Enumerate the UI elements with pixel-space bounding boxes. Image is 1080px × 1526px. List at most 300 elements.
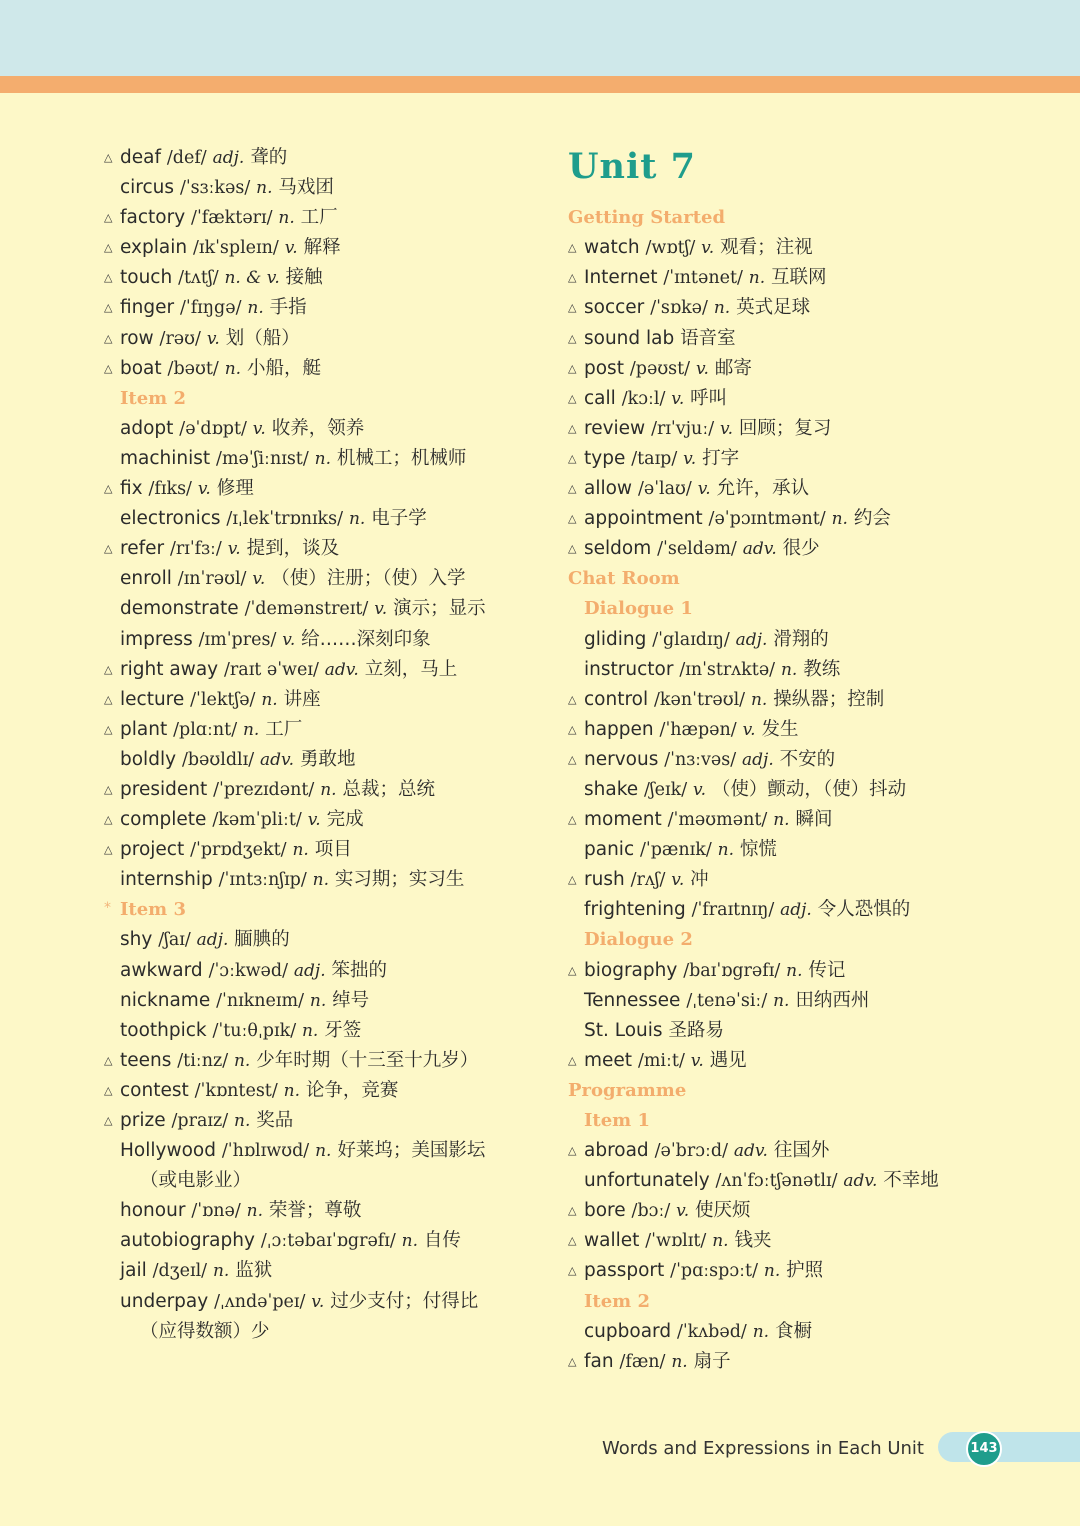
entry-headword: refer [120, 538, 165, 560]
entry-part-of-speech: n. & v. [224, 268, 280, 289]
entry-phonetic: /praɪz/ [171, 1111, 229, 1131]
item-heading [104, 895, 544, 925]
entry-part-of-speech: v. [671, 388, 685, 409]
entry-headword: Hollywood [120, 1140, 216, 1162]
entry-part-of-speech: v. [252, 418, 266, 439]
entry-headword: shy [120, 929, 153, 951]
entry-meaning: 小船，艇 [246, 357, 321, 379]
entry-part-of-speech: v. [227, 539, 241, 560]
vocab-entry [568, 655, 1048, 685]
entry-headword: demonstrate [120, 598, 239, 620]
entry-meaning: 教练 [803, 658, 841, 680]
entry-part-of-speech: n. [786, 960, 803, 981]
entry-phonetic: /ɪmˈpres/ [198, 629, 277, 650]
vocab-entry [568, 986, 1048, 1016]
entry-headword: passport [584, 1260, 665, 1282]
vocab-entry [104, 805, 544, 835]
vocab-entry [568, 504, 1048, 534]
entry-part-of-speech: n. [301, 1020, 319, 1041]
entry-headword: fix [120, 478, 143, 500]
entry-meaning: 工厂 [300, 207, 338, 229]
entry-headword: unfortunately [584, 1170, 710, 1192]
entry-headword: machinist [120, 447, 211, 469]
entry-meaning: 牙签 [324, 1019, 362, 1041]
entry-meaning: 解释 [303, 237, 341, 259]
entry-headword: call [584, 387, 616, 409]
entry-phonetic: /ˈdemənstreɪt/ [244, 599, 369, 620]
entry-phonetic: /baɪˈɒgrəfɪ/ [683, 960, 781, 981]
vocab-entry [104, 685, 544, 715]
entry-meaning: 总裁；总统 [342, 778, 435, 800]
vocab-entry [104, 986, 544, 1016]
entry-meaning: 传记 [808, 959, 846, 981]
entry-headword: row [120, 327, 154, 349]
entry-part-of-speech: v. [307, 810, 321, 831]
triangle-marker-icon: △ [104, 241, 113, 255]
entry-meaning: 收养，领养 [271, 417, 365, 439]
entry-phonetic: /tʌtʃ/ [178, 268, 219, 289]
entry-meaning: 机械工；机械师 [336, 447, 467, 469]
triangle-marker-icon: △ [568, 873, 577, 887]
vocab-entry [568, 1016, 1048, 1046]
entry-meaning: 自传 [423, 1230, 461, 1252]
entry-meaning: 不幸地 [883, 1170, 939, 1192]
vocab-entry [104, 504, 544, 534]
entry-meaning: 提到，谈及 [246, 538, 340, 560]
entry-meaning: 往国外 [773, 1140, 830, 1162]
vocab-entry [104, 1226, 544, 1256]
entry-headword: underpay [120, 1290, 209, 1312]
entry-headword: biography [584, 959, 678, 981]
entry-meaning: 食橱 [774, 1320, 812, 1342]
entry-phonetic: /kənˈtrəʊl/ [654, 689, 746, 710]
entry-phonetic: /ˌʌndəˈpeɪ/ [214, 1291, 306, 1312]
entry-part-of-speech: v. [374, 599, 388, 620]
entry-meaning: 英式足球 [736, 297, 811, 319]
entry-headword: wallet [584, 1230, 640, 1252]
entry-part-of-speech: n. [256, 178, 273, 199]
vocab-entry [104, 1256, 544, 1286]
entry-headword: Tennessee [584, 989, 681, 1011]
entry-headword: adopt [120, 417, 174, 439]
entry-headword: shake [584, 778, 639, 800]
entry-phonetic: /ˌtenəˈsiː/ [686, 990, 768, 1011]
left-column [104, 143, 544, 1347]
entry-headword: fan [584, 1350, 614, 1372]
unit-title: Unit 7 [568, 146, 696, 187]
entry-meaning: 好莱坞；美国影坛 [337, 1140, 486, 1162]
entry-part-of-speech: n. [780, 659, 798, 680]
entry-phonetic: /ʌnˈfɔːtʃənətlɪ/ [715, 1171, 838, 1192]
entry-meaning: 项目 [314, 839, 352, 861]
entry-part-of-speech: n. [320, 779, 337, 800]
entry-part-of-speech: n. [773, 810, 790, 831]
entry-meaning: 讲座 [283, 688, 321, 710]
entry-part-of-speech: n. [713, 298, 731, 319]
entry-phonetic: /plɑːnt/ [173, 719, 238, 740]
entry-meaning: 圣路易 [668, 1019, 724, 1041]
entry-meaning: 过少支付；付得比 [330, 1290, 479, 1312]
entry-headword: contest [120, 1079, 189, 1101]
entry-meaning: 少年时期（十三至十九岁） [256, 1049, 479, 1071]
entry-part-of-speech: adj. [742, 749, 774, 770]
entry-meaning: 聋的 [250, 147, 288, 168]
triangle-marker-icon: △ [104, 151, 113, 164]
vocab-entry [568, 865, 1048, 895]
entry-phonetic: /kəmˈpliːt/ [212, 810, 302, 831]
vocab-entry [568, 775, 1048, 805]
vocab-entry [104, 263, 544, 293]
page-number-badge: 143 [966, 1431, 1002, 1467]
entry-meaning: 奖品 [256, 1110, 294, 1131]
entry-meaning: （使）注册；（使）入学 [271, 568, 466, 590]
entry-headword: jail [120, 1260, 147, 1282]
item-heading-label: Item 3 [120, 899, 187, 921]
entry-phonetic: /rɪˈfɜː/ [169, 539, 222, 560]
entry-meaning: 论争，竞赛 [305, 1079, 399, 1101]
triangle-marker-icon: △ [568, 512, 577, 526]
vocab-entry [568, 745, 1048, 775]
star-marker-icon: * [104, 900, 111, 917]
entry-meaning: 滑翔的 [773, 628, 829, 650]
vocab-entry [568, 233, 1048, 263]
vocab-entry [104, 293, 544, 323]
entry-meaning: 观看；注视 [720, 237, 813, 259]
entry-part-of-speech: v. [742, 719, 756, 740]
subsection-heading [568, 925, 1048, 955]
entry-meaning: 修理 [216, 478, 254, 500]
entry-headword: honour [120, 1200, 186, 1222]
entry-headword: toothpick [120, 1019, 207, 1041]
vocab-entry [104, 1287, 544, 1317]
vocab-entry [568, 835, 1048, 865]
triangle-marker-icon: △ [568, 542, 577, 556]
entry-part-of-speech: n. [212, 1261, 230, 1282]
entry-phonetic: /kɔːl/ [621, 388, 666, 409]
triangle-marker-icon: △ [568, 813, 577, 827]
vocab-entry [568, 444, 1048, 474]
triangle-marker-icon: △ [568, 1053, 577, 1067]
spacer-line [568, 143, 1048, 173]
entry-phonetic: /ˈɪntɜːnʃɪp/ [218, 870, 307, 891]
entry-meaning: 使厌烦 [695, 1200, 751, 1222]
entry-part-of-speech: v. [701, 238, 715, 259]
triangle-marker-icon: △ [104, 1083, 113, 1097]
entry-part-of-speech: n. [712, 1231, 729, 1252]
triangle-marker-icon: △ [104, 211, 113, 225]
entry-phonetic: /fɪks/ [148, 479, 192, 500]
vocab-entry [568, 354, 1048, 384]
vocab-entry [104, 233, 544, 263]
entry-phonetic: /ˈsɜːkəs/ [179, 178, 251, 199]
entry-part-of-speech: v. [671, 870, 685, 891]
entry-meaning: 勇敢地 [299, 748, 356, 770]
footer-text: Words and Expressions in Each Unit [602, 1438, 924, 1459]
entry-meaning: 互联网 [771, 267, 827, 289]
entry-meaning: 接触 [285, 267, 323, 289]
entry-part-of-speech: n. [283, 1080, 300, 1101]
triangle-marker-icon: △ [104, 722, 113, 736]
entry-headword: boldly [120, 748, 177, 770]
entry-meaning: 冲 [690, 869, 709, 891]
entry-phonetic: /ɪnˈrəʊl/ [177, 569, 247, 590]
entry-meaning: 划（船） [225, 327, 300, 349]
entry-part-of-speech: v. [690, 1050, 704, 1071]
entry-meaning: 允许，承认 [716, 478, 810, 500]
section-heading [568, 564, 1048, 594]
entry-headword: prize [120, 1110, 166, 1131]
entry-headword: autobiography [120, 1230, 255, 1252]
entry-phonetic: /ˈseldəm/ [657, 539, 737, 560]
entry-part-of-speech: n. [315, 1141, 332, 1162]
entry-part-of-speech: adj. [780, 900, 812, 921]
entry-headword: complete [120, 809, 207, 831]
entry-headword: factory [120, 207, 186, 229]
entry-meaning: 瞬间 [795, 809, 833, 831]
entry-phonetic: /ˈkʌbəd/ [676, 1321, 747, 1342]
triangle-marker-icon: △ [568, 692, 577, 706]
entry-headword: soccer [584, 297, 645, 319]
entry-part-of-speech: v. [311, 1291, 325, 1312]
entry-meaning: 护照 [786, 1260, 824, 1282]
triangle-marker-icon: △ [568, 1264, 577, 1278]
entry-meaning: 电子学 [371, 508, 427, 530]
entry-part-of-speech: n. [224, 358, 242, 379]
entry-meaning: 约会 [853, 508, 891, 530]
vocab-entry [568, 1256, 1048, 1286]
vocab-entry [104, 534, 544, 564]
entry-phonetic: /ˈnɜːvəs/ [664, 749, 737, 770]
entry-phonetic: /ˈtuːθˌpɪk/ [212, 1020, 297, 1041]
entry-meaning: （使）颤动，（使）抖动 [711, 778, 907, 800]
entry-headword: finger [120, 297, 175, 319]
entry-part-of-speech: n. [763, 1261, 781, 1282]
entry-phonetic: /əˈbrɔːd/ [654, 1141, 729, 1162]
entry-part-of-speech: v. [676, 1201, 690, 1222]
entry-meaning-continued: （应得数额）少 [140, 1320, 270, 1342]
vocab-entry [568, 263, 1048, 293]
entry-part-of-speech: n. [314, 448, 331, 469]
subsection-heading [568, 1287, 1048, 1317]
entry-phonetic: /ˈprezɪdənt/ [213, 779, 315, 800]
entry-headword: project [120, 839, 185, 861]
subsection-heading-label: Dialogue 1 [584, 598, 693, 620]
entry-meaning: 邮寄 [714, 357, 752, 379]
vocab-entry [568, 324, 1048, 354]
entry-phonetic: /ˈglaɪdɪŋ/ [652, 629, 730, 650]
entry-phonetic: /miːt/ [637, 1050, 685, 1071]
triangle-marker-icon: △ [104, 662, 113, 676]
vocab-entry [104, 1136, 544, 1166]
vocab-entry [568, 1166, 1048, 1196]
entry-headword: touch [120, 267, 173, 289]
vocab-entry [568, 1317, 1048, 1347]
entry-part-of-speech: n. [247, 298, 264, 319]
entry-headword: sound lab [584, 327, 675, 349]
entry-part-of-speech: n. [717, 840, 734, 861]
entry-part-of-speech: n. [671, 1351, 688, 1372]
entry-headword: enroll [120, 568, 172, 590]
entry-part-of-speech: n. [773, 990, 790, 1011]
entry-meaning: 演示；显示 [393, 598, 486, 620]
vocab-entry [104, 203, 544, 233]
entry-part-of-speech: n. [261, 689, 278, 710]
entry-meaning: 不安的 [779, 748, 836, 770]
entry-meaning: 给……深刻印象 [301, 628, 431, 650]
entry-meaning: 完成 [326, 809, 364, 831]
entry-headword: deaf [120, 147, 161, 168]
entry-part-of-speech: v. [720, 418, 734, 439]
vocab-entry [568, 625, 1048, 655]
vocab-entry [104, 173, 544, 203]
triangle-marker-icon: △ [104, 1114, 113, 1127]
vocab-entry [104, 775, 544, 805]
entry-headword: cupboard [584, 1320, 672, 1342]
triangle-marker-icon: △ [104, 692, 113, 706]
entry-headword: panic [584, 839, 635, 861]
entry-part-of-speech: n. [752, 1321, 770, 1342]
entry-headword: boat [120, 357, 162, 379]
triangle-marker-icon: △ [104, 331, 113, 345]
entry-meaning: 呼叫 [690, 387, 728, 409]
entry-phonetic: /wɒtʃ/ [645, 238, 696, 259]
triangle-marker-icon: △ [104, 361, 113, 375]
entry-phonetic: /dʒeɪl/ [152, 1261, 208, 1282]
vocab-entry [568, 474, 1048, 504]
section-heading-label: Programme [568, 1079, 687, 1101]
entry-headword: abroad [584, 1140, 649, 1162]
entry-part-of-speech: v. [697, 479, 711, 500]
triangle-marker-icon: △ [104, 782, 113, 796]
vocab-entry [568, 805, 1048, 835]
vocab-entry [568, 384, 1048, 414]
entry-phonetic: /rɪˈvjuː/ [651, 418, 715, 439]
vocab-entry [104, 835, 544, 865]
footer-tab [938, 1432, 1080, 1462]
entry-phonetic: /ˈpɑːspɔːt/ [670, 1261, 758, 1282]
entry-phonetic: /ˈfɪŋgə/ [180, 298, 242, 319]
entry-meaning: 马戏团 [278, 177, 334, 199]
vocab-entry [568, 715, 1048, 745]
entry-headword: St. Louis [584, 1019, 663, 1041]
entry-phonetic: /rʌʃ/ [630, 870, 666, 891]
subsection-heading [568, 1106, 1048, 1136]
entry-phonetic: /taɪp/ [631, 448, 678, 469]
entry-headword: impress [120, 628, 193, 650]
entry-part-of-speech: adv. [260, 749, 295, 770]
entry-headword: type [584, 447, 626, 469]
triangle-marker-icon: △ [568, 391, 577, 405]
entry-meaning: 惊慌 [739, 839, 777, 861]
vocab-entry [104, 956, 544, 986]
entry-part-of-speech: adv. [742, 539, 777, 560]
vocab-entry [568, 956, 1048, 986]
entry-headword: watch [584, 237, 640, 259]
triangle-marker-icon: △ [568, 1204, 577, 1218]
entry-phonetic: /ɪˌlekˈtrɒnɪks/ [226, 509, 344, 530]
vocab-entry [104, 564, 544, 594]
entry-phonetic: /ˈpænɪk/ [640, 840, 712, 861]
entry-part-of-speech: n. [246, 1201, 263, 1222]
entry-meaning: 田纳西州 [795, 989, 870, 1011]
entry-headword: teens [120, 1049, 172, 1071]
entry-phonetic: /ˈfæktərɪ/ [191, 208, 273, 229]
vocab-entry [568, 293, 1048, 323]
triangle-marker-icon: △ [568, 361, 577, 375]
entry-phonetic: /ˈhɒlɪwʊd/ [221, 1141, 310, 1162]
entry-part-of-speech: n. [309, 990, 327, 1011]
entry-headword: seldom [584, 538, 652, 560]
entry-part-of-speech: n. [348, 509, 366, 530]
entry-part-of-speech: v. [206, 328, 220, 349]
entry-part-of-speech: v. [252, 569, 266, 590]
entry-headword: moment [584, 809, 662, 831]
entry-meaning: 工厂 [265, 718, 303, 740]
entry-part-of-speech: n. [242, 719, 260, 740]
entry-part-of-speech: adj. [293, 960, 326, 981]
section-heading [568, 1076, 1048, 1106]
entry-meaning: 绰号 [332, 989, 370, 1011]
vocab-entry [104, 474, 544, 504]
entry-meaning: 令人恐惧的 [817, 899, 911, 921]
vocab-entry [568, 1196, 1048, 1226]
vocab-entry [104, 1016, 544, 1046]
vocab-entry [568, 1046, 1048, 1076]
entry-phonetic: /ˈfraɪtnɪŋ/ [691, 900, 775, 921]
entry-part-of-speech: adv. [733, 1141, 768, 1162]
vocab-entry [568, 895, 1048, 925]
vocab-entry [568, 534, 1048, 564]
entry-part-of-speech: v. [282, 629, 296, 650]
entry-phonetic: /pəʊst/ [629, 358, 691, 379]
vocab-entry [568, 685, 1048, 715]
triangle-marker-icon: △ [568, 1234, 577, 1248]
entry-phonetic: /ˈlektʃə/ [190, 689, 256, 710]
entry-headword: Internet [584, 267, 658, 289]
triangle-marker-icon: △ [104, 1053, 113, 1067]
entry-headword: president [120, 778, 208, 800]
entry-part-of-speech: v. [683, 448, 697, 469]
orange-stripe [0, 76, 1080, 93]
section-heading [568, 203, 1048, 233]
triangle-marker-icon: △ [568, 421, 577, 435]
vocab-entry [568, 1226, 1048, 1256]
entry-meaning: 扇子 [693, 1350, 731, 1372]
entry-headword: explain [120, 237, 188, 259]
entry-phonetic: /tiːnz/ [177, 1050, 229, 1071]
entry-part-of-speech: n. [831, 509, 848, 530]
entry-phonetic: /fæn/ [619, 1351, 666, 1372]
triangle-marker-icon: △ [568, 482, 577, 496]
entry-phonetic: /ˌɔːtəbaɪˈɒgrəfɪ/ [260, 1231, 396, 1252]
entry-phonetic: /ˈɔːkwəd/ [208, 960, 289, 981]
entry-headword: plant [120, 718, 168, 740]
entry-meaning: 语音室 [680, 327, 736, 349]
entry-phonetic: /əˈdɒpt/ [179, 418, 247, 439]
entry-phonetic: /ˈkɒntest/ [194, 1080, 278, 1101]
entry-part-of-speech: n. [292, 840, 309, 861]
section-heading-label: Chat Room [568, 568, 680, 590]
triangle-marker-icon: △ [568, 1354, 577, 1368]
entry-phonetic: /ˈnɪkneɪm/ [216, 990, 305, 1011]
entry-headword: nervous [584, 748, 659, 770]
entry-meaning-continued: （或电影业） [140, 1170, 252, 1192]
entry-headword: instructor [584, 658, 674, 680]
item-heading [104, 384, 544, 414]
vocab-entry [568, 1347, 1048, 1377]
vocab-entry [568, 414, 1048, 444]
entry-meaning: 笨拙的 [331, 959, 388, 981]
